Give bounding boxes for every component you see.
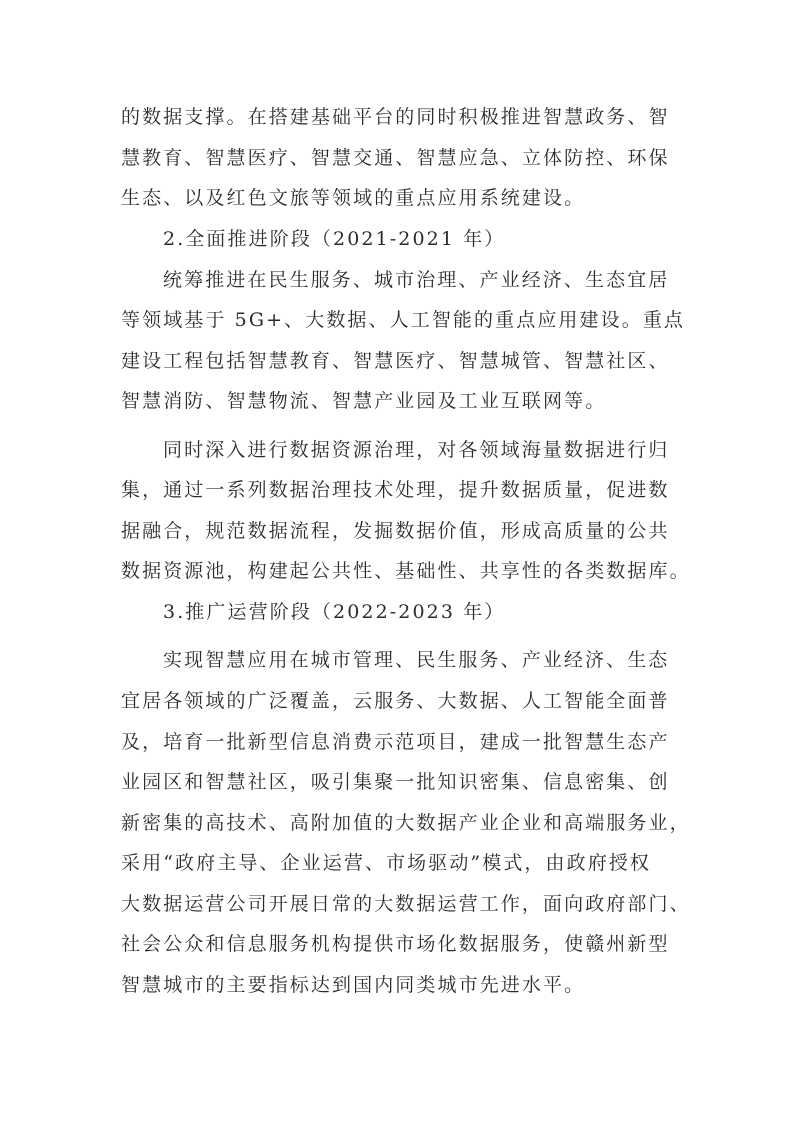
- paragraph-line: 生态、以及红色文旅等领域的重点应用系统建设。: [121, 187, 586, 209]
- paragraph-line: 宜居各领域的广泛覆盖，云服务、大数据、人工智能全面普: [121, 690, 670, 712]
- paragraph-line: 大数据运营公司开展日常的大数据运营工作，面向政府部门、: [121, 893, 691, 915]
- paragraph-line: 实现智慧应用在城市管理、民生服务、产业经济、生态: [163, 649, 670, 671]
- paragraph-line: 业园区和智慧社区，吸引集聚一批知识密集、信息密集、创: [121, 771, 670, 793]
- paragraph-line: 等领域基于 5G+、大数据、人工智能的重点应用建设。重点: [121, 309, 686, 331]
- paragraph-line: 建设工程包括智慧教育、智慧医疗、智慧城管、智慧社区、: [121, 350, 670, 372]
- paragraph-line: 社会公众和信息服务机构提供市场化数据服务，使赣州新型: [121, 933, 670, 955]
- paragraph-line: 据融合，规范数据流程，发掘数据价值，形成高质量的公共: [121, 520, 670, 542]
- paragraph-line: 统筹推进在民生服务、城市治理、产业经济、生态宜居: [163, 269, 670, 291]
- paragraph-line: 同时深入进行数据资源治理，对各领域海量数据进行归: [163, 439, 670, 461]
- paragraph-line: 及，培育一批新型信息消费示范项目，建成一批智慧生态产: [121, 731, 670, 753]
- paragraph-line: 新密集的高技术、高附加值的大数据产业企业和高端服务业，: [121, 812, 691, 834]
- section-heading: 2.全面推进阶段（2021-2021 年）: [163, 228, 506, 250]
- section-heading: 3.推广运营阶段（2022-2023 年）: [163, 601, 506, 623]
- paragraph-line: 的数据支撑。在搭建基础平台的同时积极推进智慧政务、智: [121, 106, 670, 128]
- paragraph-line: 数据资源池，构建起公共性、基础性、共享性的各类数据库。: [121, 560, 691, 582]
- paragraph-line: 慧教育、智慧医疗、智慧交通、智慧应急、立体防控、环保: [121, 147, 670, 169]
- paragraph-line: 智慧消防、智慧物流、智慧产业园及工业互联网等。: [121, 390, 607, 412]
- paragraph-line: 采用“政府主导、企业运营、市场驱动”模式，由政府授权: [121, 852, 652, 874]
- paragraph-line: 集，通过一系列数据治理技术处理，提升数据质量，促进数: [121, 479, 670, 501]
- paragraph-line: 智慧城市的主要指标达到国内同类城市先进水平。: [121, 974, 586, 996]
